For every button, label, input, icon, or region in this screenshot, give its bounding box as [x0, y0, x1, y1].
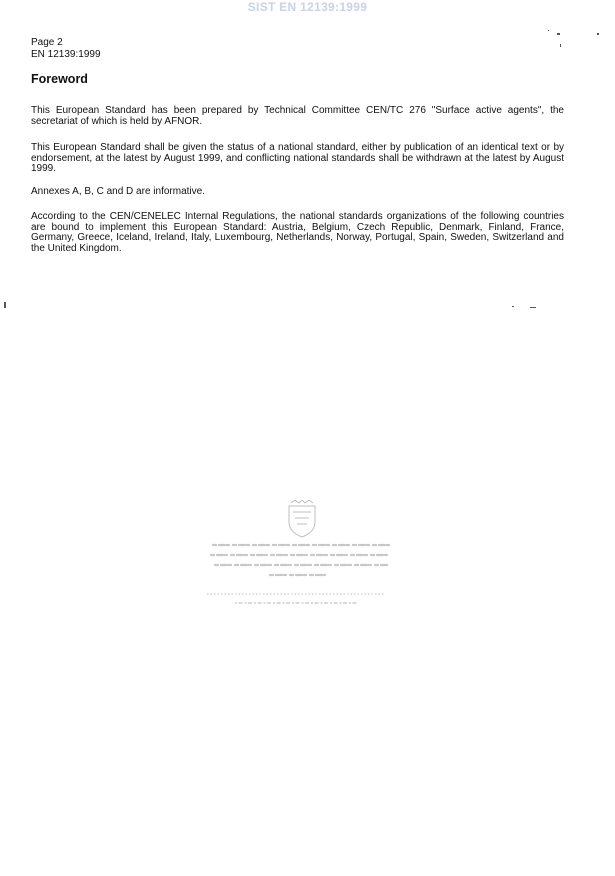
foreword-paragraph: This European Standard has been prepared by Technical Committee CEN/TC 276 "Surface active agents", the secretariat of which is held by AFNOR. — [31, 105, 564, 127]
library-stamp — [205, 500, 400, 615]
foreword-paragraph: This European Standard shall be given the status of a national standard, either by publication of an identical text or by endorsement, at the latest by August 1999, and conflicting national standards shall be withdrawn at the latest by August 1999. — [31, 142, 564, 174]
standard-number: EN 12139:1999 — [31, 49, 101, 60]
scan-speck — [557, 33, 560, 35]
scan-speck — [560, 44, 561, 47]
foreword-paragraph: Annexes A, B, C and D are informative. — [31, 186, 205, 197]
foreword-heading: Foreword — [31, 72, 88, 86]
foreword-paragraph: According to the CEN/CENELEC Internal Regulations, the national standards organizations of the following countries are bound to implement this European Standard: Austria, Belgium, Czech Republic, Denmark, Finland, France, Germany, Greece, Iceland, Ireland, Italy, Luxembourg, Netherlands, Norway, Portugal, Spain, Sweden, Switzerland and the United Kingdom. — [31, 211, 564, 254]
scan-speck — [597, 33, 599, 35]
document-watermark: SIST EN 12139:1999 — [247, 0, 368, 14]
scan-speck — [512, 306, 514, 307]
coat-of-arms-icon — [289, 500, 315, 537]
scan-speck — [530, 307, 536, 308]
scan-speck — [4, 302, 6, 308]
page-header — [31, 37, 101, 61]
scan-speck — [548, 30, 549, 31]
page-number: Page 2 — [31, 37, 63, 48]
